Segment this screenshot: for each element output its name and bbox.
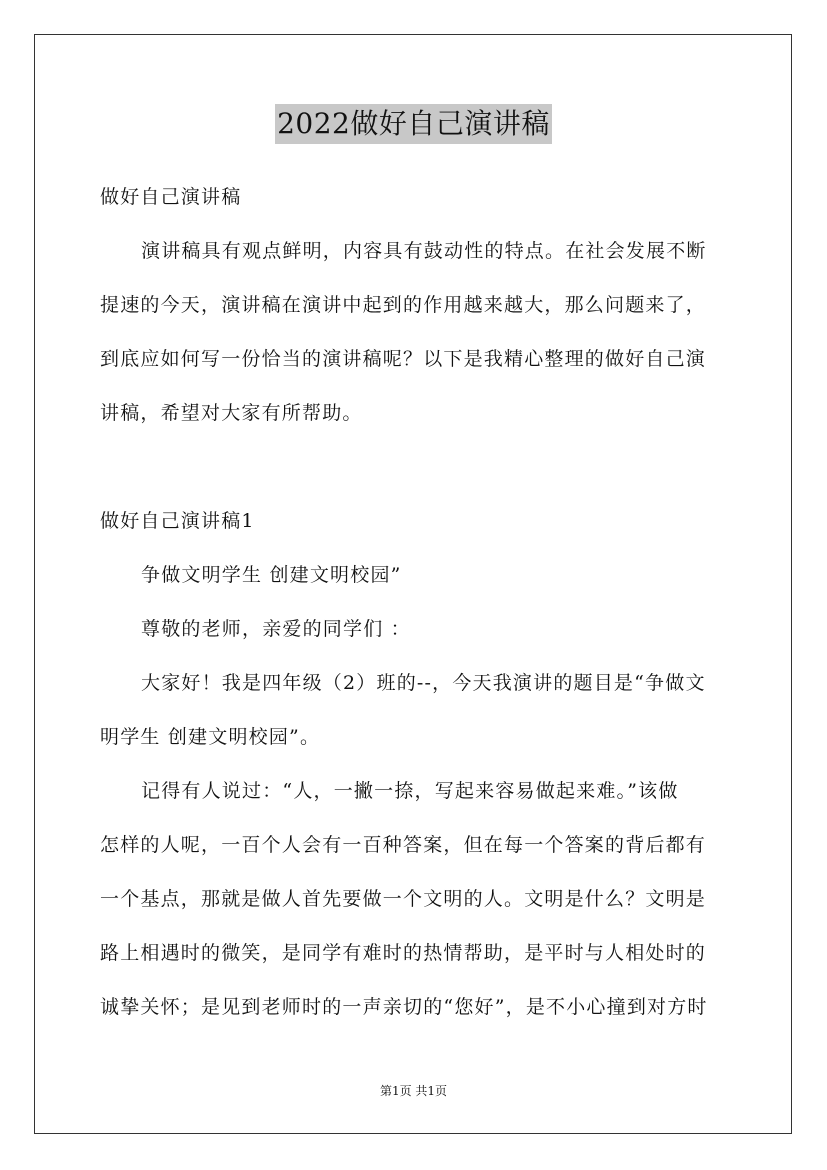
- paragraph-line: 提速的今天，演讲稿在演讲中起到的作用越来越大，那么问题来了，: [100, 294, 707, 316]
- paragraph-line: 明学生 创建文明校园”。: [100, 726, 321, 748]
- paragraph-line: 讲稿，希望对大家有所帮助。: [100, 402, 363, 424]
- paragraph-line: 诚挚关怀；是见到老师时的一声亲切的“您好”，是不小心撞到对方时: [100, 996, 708, 1018]
- paragraph-line: 怎样的人呢，一百个人会有一百种答案，但在每一个答案的背后都有: [100, 834, 707, 856]
- paragraph-gap: [100, 440, 728, 494]
- paragraph-line: 大家好！我是四年级（2）班的--，今天我演讲的题目是“争做文: [141, 672, 706, 694]
- section-heading: 做好自己演讲稿1: [100, 510, 255, 532]
- title-container: [0, 104, 827, 144]
- paragraph-line: 路上相遇时的微笑，是同学有难时的热情帮助，是平时与人相处时的: [100, 942, 707, 964]
- paragraph-line: 争做文明学生 创建文明校园”: [141, 564, 402, 586]
- paragraph-line: 一个基点，那就是做人首先要做一个文明的人。文明是什么？文明是: [100, 888, 707, 910]
- document-title: 2022做好自己演讲稿: [275, 104, 552, 144]
- page-footer: 第1页 共1页: [379, 1084, 448, 1098]
- paragraph-line: 记得有人说过：“人，一撇一捺，写起来容易做起来难。”该做: [141, 780, 679, 802]
- paragraph-line: 到底应如何写一份恰当的演讲稿呢？以下是我精心整理的做好自己演: [100, 348, 707, 370]
- section-heading: 做好自己演讲稿: [100, 186, 242, 208]
- paragraph-line: 尊敬的老师，亲爱的同学们 ：: [141, 618, 411, 640]
- paragraph-line: 演讲稿具有观点鲜明，内容具有鼓动性的特点。在社会发展不断: [141, 240, 707, 262]
- document-body: [100, 170, 728, 1034]
